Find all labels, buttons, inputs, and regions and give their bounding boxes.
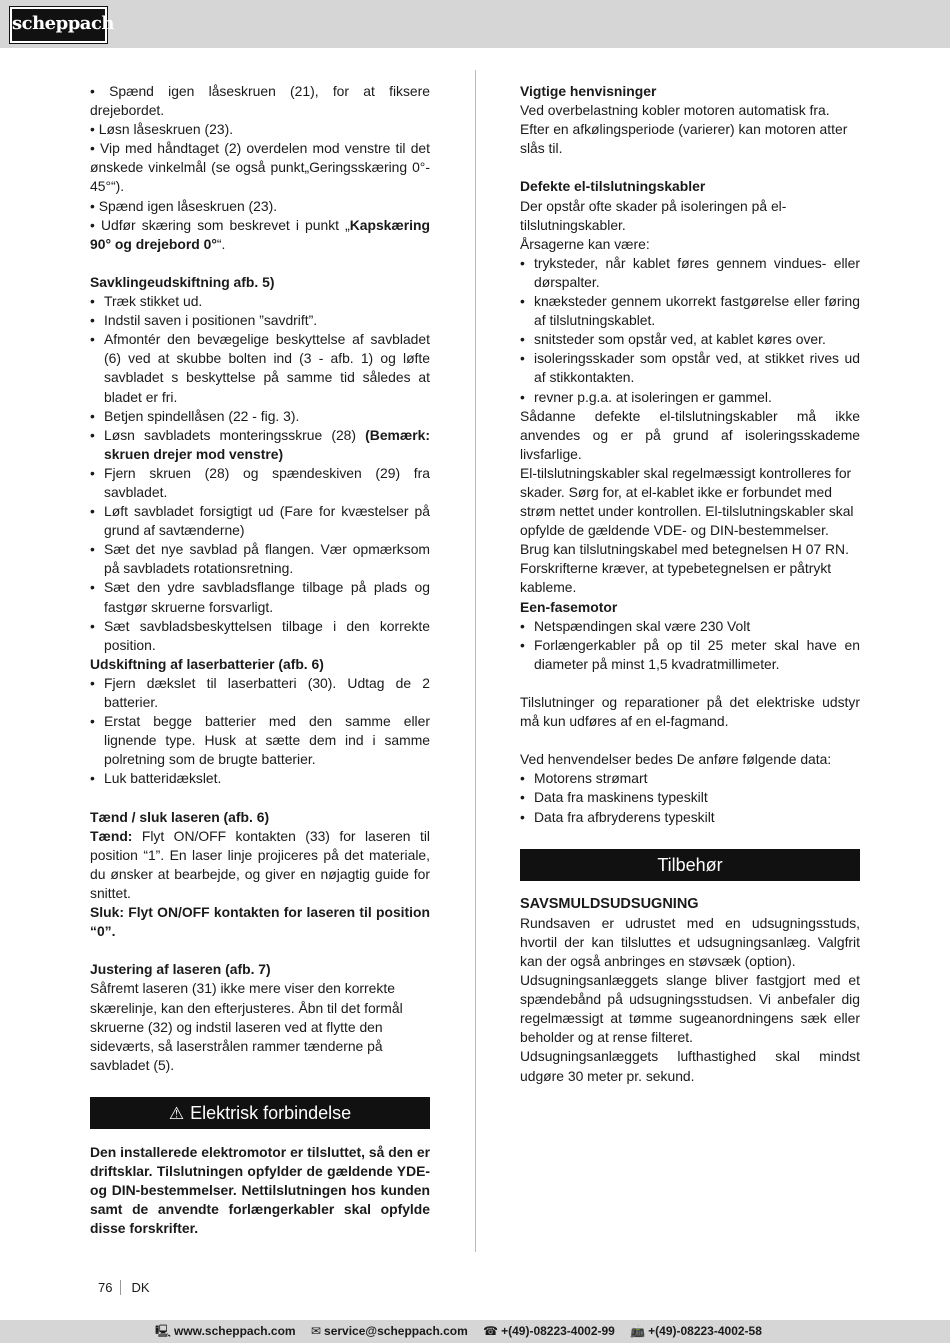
intro-line: • Vip med håndtaget (2) overdelen mod venstre til det ønskede vinkelmål (se også punkt„Geringsskæring 0°- 45°“). [90,140,430,195]
important-title: Vigtige henvisninger [520,83,657,99]
list-item: • Betjen spindellåsen (22 - fig. 3). [90,407,430,426]
left-column [90,82,430,1238]
intro-bold-ref: Kapskæring 90° og drejebord 0° [90,216,430,252]
header-bar [0,0,950,48]
list-item-note: (Bemærk: skruen drejer mod venstre) [104,426,430,462]
repairs-text: Tilslutninger og reparationer på det elektriske udstyr må kun udføres af en el-fagmand. [520,694,860,730]
laser-off-text: Sluk: Flyt ON/OFF kontakten for laseren til position “0”. [90,904,430,940]
important-text: Ved overbelastning kobler motoren automatisk fra. Efter en afkølingsperiode (varierer) kan motoren atter slås til. [520,102,848,157]
list-item: • Løft savbladet forsigtigt ud (Fare for kvæstelser på grund af savtænderne) [90,502,430,540]
intro-line: • Spænd igen låseskruen (23). [90,197,278,214]
list-item: • Forlængerkabler på op til 25 meter skal have en diameter på minst 1,5 kvadratmillimeter. [520,636,860,674]
battery-steps-list [90,674,430,789]
list-item: • Fjern dækslet til laserbatteri (30). Udtag de 2 batterier. [90,674,430,712]
dust-title: SAVSMULDSUDSUGNING [520,895,699,912]
electric-banner-title: Elektrisk forbindelse [190,1102,352,1123]
list-item: • Sæt det nye savblad på flangen. Vær opmærksom på savbladets rotationsretning. [90,540,430,578]
cables-paragraph: El-tilslutningskabler skal regelmæssigt kontrolleres for skader. Sørg for, at el-kablet ikke er forbundet med strøm nettet under kontrollen. El-tilslutningskabler skal opfylde de gældende VDE- og DIN-bestemmelser. Brug kan tilslutningskabel med betegnelsen H 07 RN. [520,464,854,558]
warning-triangle-icon: ⚠ [168,1103,185,1123]
page-footer [98,1280,150,1295]
right-column [520,82,860,1086]
list-item: • knæksteder gennem ukorrekt fastgørelse eller føring af tilslutningskablet. [520,292,860,330]
list-item: • Sæt savbladsbeskyttelsen tilbage i den korrekte position. [90,617,430,655]
accessories-banner: Tilbehør [520,849,860,881]
intro-line: • Spænd igen låseskruen (21), for at fiksere drejebordet. [90,83,430,119]
dust-paragraph: Rundsaven er udrustet med en udsugningsstuds, hvortil der kan tilsluttes et udsugningsanlæg. Valgfrit kan der også anbringes en støvsæk (option). [520,914,860,969]
inquiries-text: Ved henvendelser bedes De anføre følgende data: [520,751,832,768]
cables-causes: Årsagerne kan være: [520,235,650,252]
computer-icon: 🖳 [155,1324,172,1338]
list-item [90,426,430,464]
single-phase-list [520,617,860,674]
cables-paragraph: Forskrifterne kræver, at typebetegnelsen er påtrykt kableme. [520,560,832,596]
list-item: • Sæt den ydre savbladsflange tilbage på plads og fastgør skruerne forsvarligt. [90,578,430,616]
list-item: • Indstil saven i positionen ”savdrift”. [90,311,430,330]
blade-section-title: Savklingeudskiftning afb. 5) [90,273,275,290]
list-item: • Erstat begge batterier med den samme eller lignende type. Husk at sætte dem ind i samme polretning som de brugte batterier. [90,712,430,769]
intro-text: • Udfør skæring som beskrevet i punkt „ [90,216,350,233]
intro-line [90,216,430,254]
blade-steps-list [90,292,430,655]
list-item: • revner p.g.a. at isoleringen er gammel. [520,388,860,407]
cables-paragraph: Sådanne defekte el-tilslutningskabler må ikke anvendes og er på grund af isoleringsskademe livsfarlige. [520,407,860,462]
list-item: • Afmontér den bevægelige beskyttelse af savbladet (6) ved at skubbe bolten ind (3 - afb. 1) og løfte savbladet s beskyttelse på samme tid således at bladet er fri. [90,330,430,406]
phone-number: +(49)-08223-4002-99 [501,1324,615,1338]
fax-item [630,1324,762,1338]
website-link[interactable]: www.scheppach.com [174,1324,296,1338]
fax-number: +(49)-08223-4002-58 [648,1324,762,1338]
single-phase-title: Een-fasemotor [520,598,618,615]
website-item[interactable] [155,1324,296,1338]
list-item: • Netspændingen skal være 230 Volt [520,617,860,636]
battery-section-title: Udskiftning af laserbatterier (afb. 6) [90,655,324,672]
list-item: • Luk batteridækslet. [90,769,430,788]
contact-bar [0,1320,950,1343]
page-number: 76 [98,1280,121,1295]
cables-title: Defekte el-tilslutningskabler [520,178,706,195]
dust-paragraph: Udsugningsanlæggets lufthastighed skal mindst udgøre 30 meter pr. sekund. [520,1048,860,1084]
laser-on-body: Flyt ON/OFF kontakten (33) for laseren til position “1”. En laser linje projiceres på det materiale, du ønsker at bearbejde, og giver en nøjagtig guide for snittet. [90,827,430,901]
intro-line: • Løsn låseskruen (23). [90,121,234,138]
mail-icon: ✉ [310,1324,322,1338]
laser-on-text [90,827,430,903]
list-item: • Fjern skruen (28) og spændeskiven (29) fra savbladet. [90,464,430,502]
column-divider [475,70,476,1252]
list-item: • Data fra afbryderens typeskilt [520,808,860,827]
cables-list [520,254,860,407]
list-item: • Træk stikket ud. [90,292,430,311]
list-item: • Data fra maskinens typeskilt [520,788,860,807]
list-item: • isoleringsskader som opstår ved, at stikket rives ud af stikkontakten. [520,349,860,387]
inquiries-list [520,769,860,826]
phone-item [483,1324,615,1338]
fax-icon: 📠 [630,1324,646,1338]
electric-banner [90,1097,430,1129]
electric-text: Den installerede elektromotor er tilsluttet, så den er driftsklar. Tilslutningen opfylder de gældende YDE- og DIN-bestemmelser. Nettilslutningen hos kunden samt de anvendte forlængerkabler skal opfylde disse forskrifter. [90,1143,430,1237]
email-link[interactable]: service@scheppach.com [324,1324,468,1338]
language-code: DK [131,1280,150,1295]
list-item: • Motorens strømart [520,769,860,788]
email-item[interactable] [311,1324,468,1338]
list-item: • snitsteder som opstår ved, at kablet køres over. [520,330,860,349]
adjust-text: Såfremt laseren (31) ikke mere viser den korrekte skærelinje, kan den efterjusteres. Åbn til det formål skruerne (32) og indstil laseren ved at flytte den sideværts, så laserstrålen rammer tænderne på savbladet (5). [90,980,403,1073]
phone-icon: ☎ [483,1324,499,1338]
list-item: • tryksteder, når kablet føres gennem vindues- eller dørspalter. [520,254,860,292]
dust-paragraph: Udsugningsanlæggets slange bliver fastgjort med et spændebånd på udsugningsstudsen. Vi anbefaler dig regelmæssigt at tømme sugeanordningens sæk eller beholder og at rense filteret. [520,972,860,1046]
scheppach-logo: scheppach [10,7,107,43]
laser-on-label: Tænd: [90,827,133,844]
cables-text: Der opstår ofte skader på isoleringen på el-tilslutningskabler. [520,197,787,233]
list-item-text: Løsn savbladets monteringsskrue (28) [104,426,366,443]
adjust-section-title: Justering af laseren (afb. 7) [90,961,271,978]
intro-end: “. [216,235,226,252]
laser-section-title: Tænd / sluk laseren (afb. 6) [90,808,270,825]
